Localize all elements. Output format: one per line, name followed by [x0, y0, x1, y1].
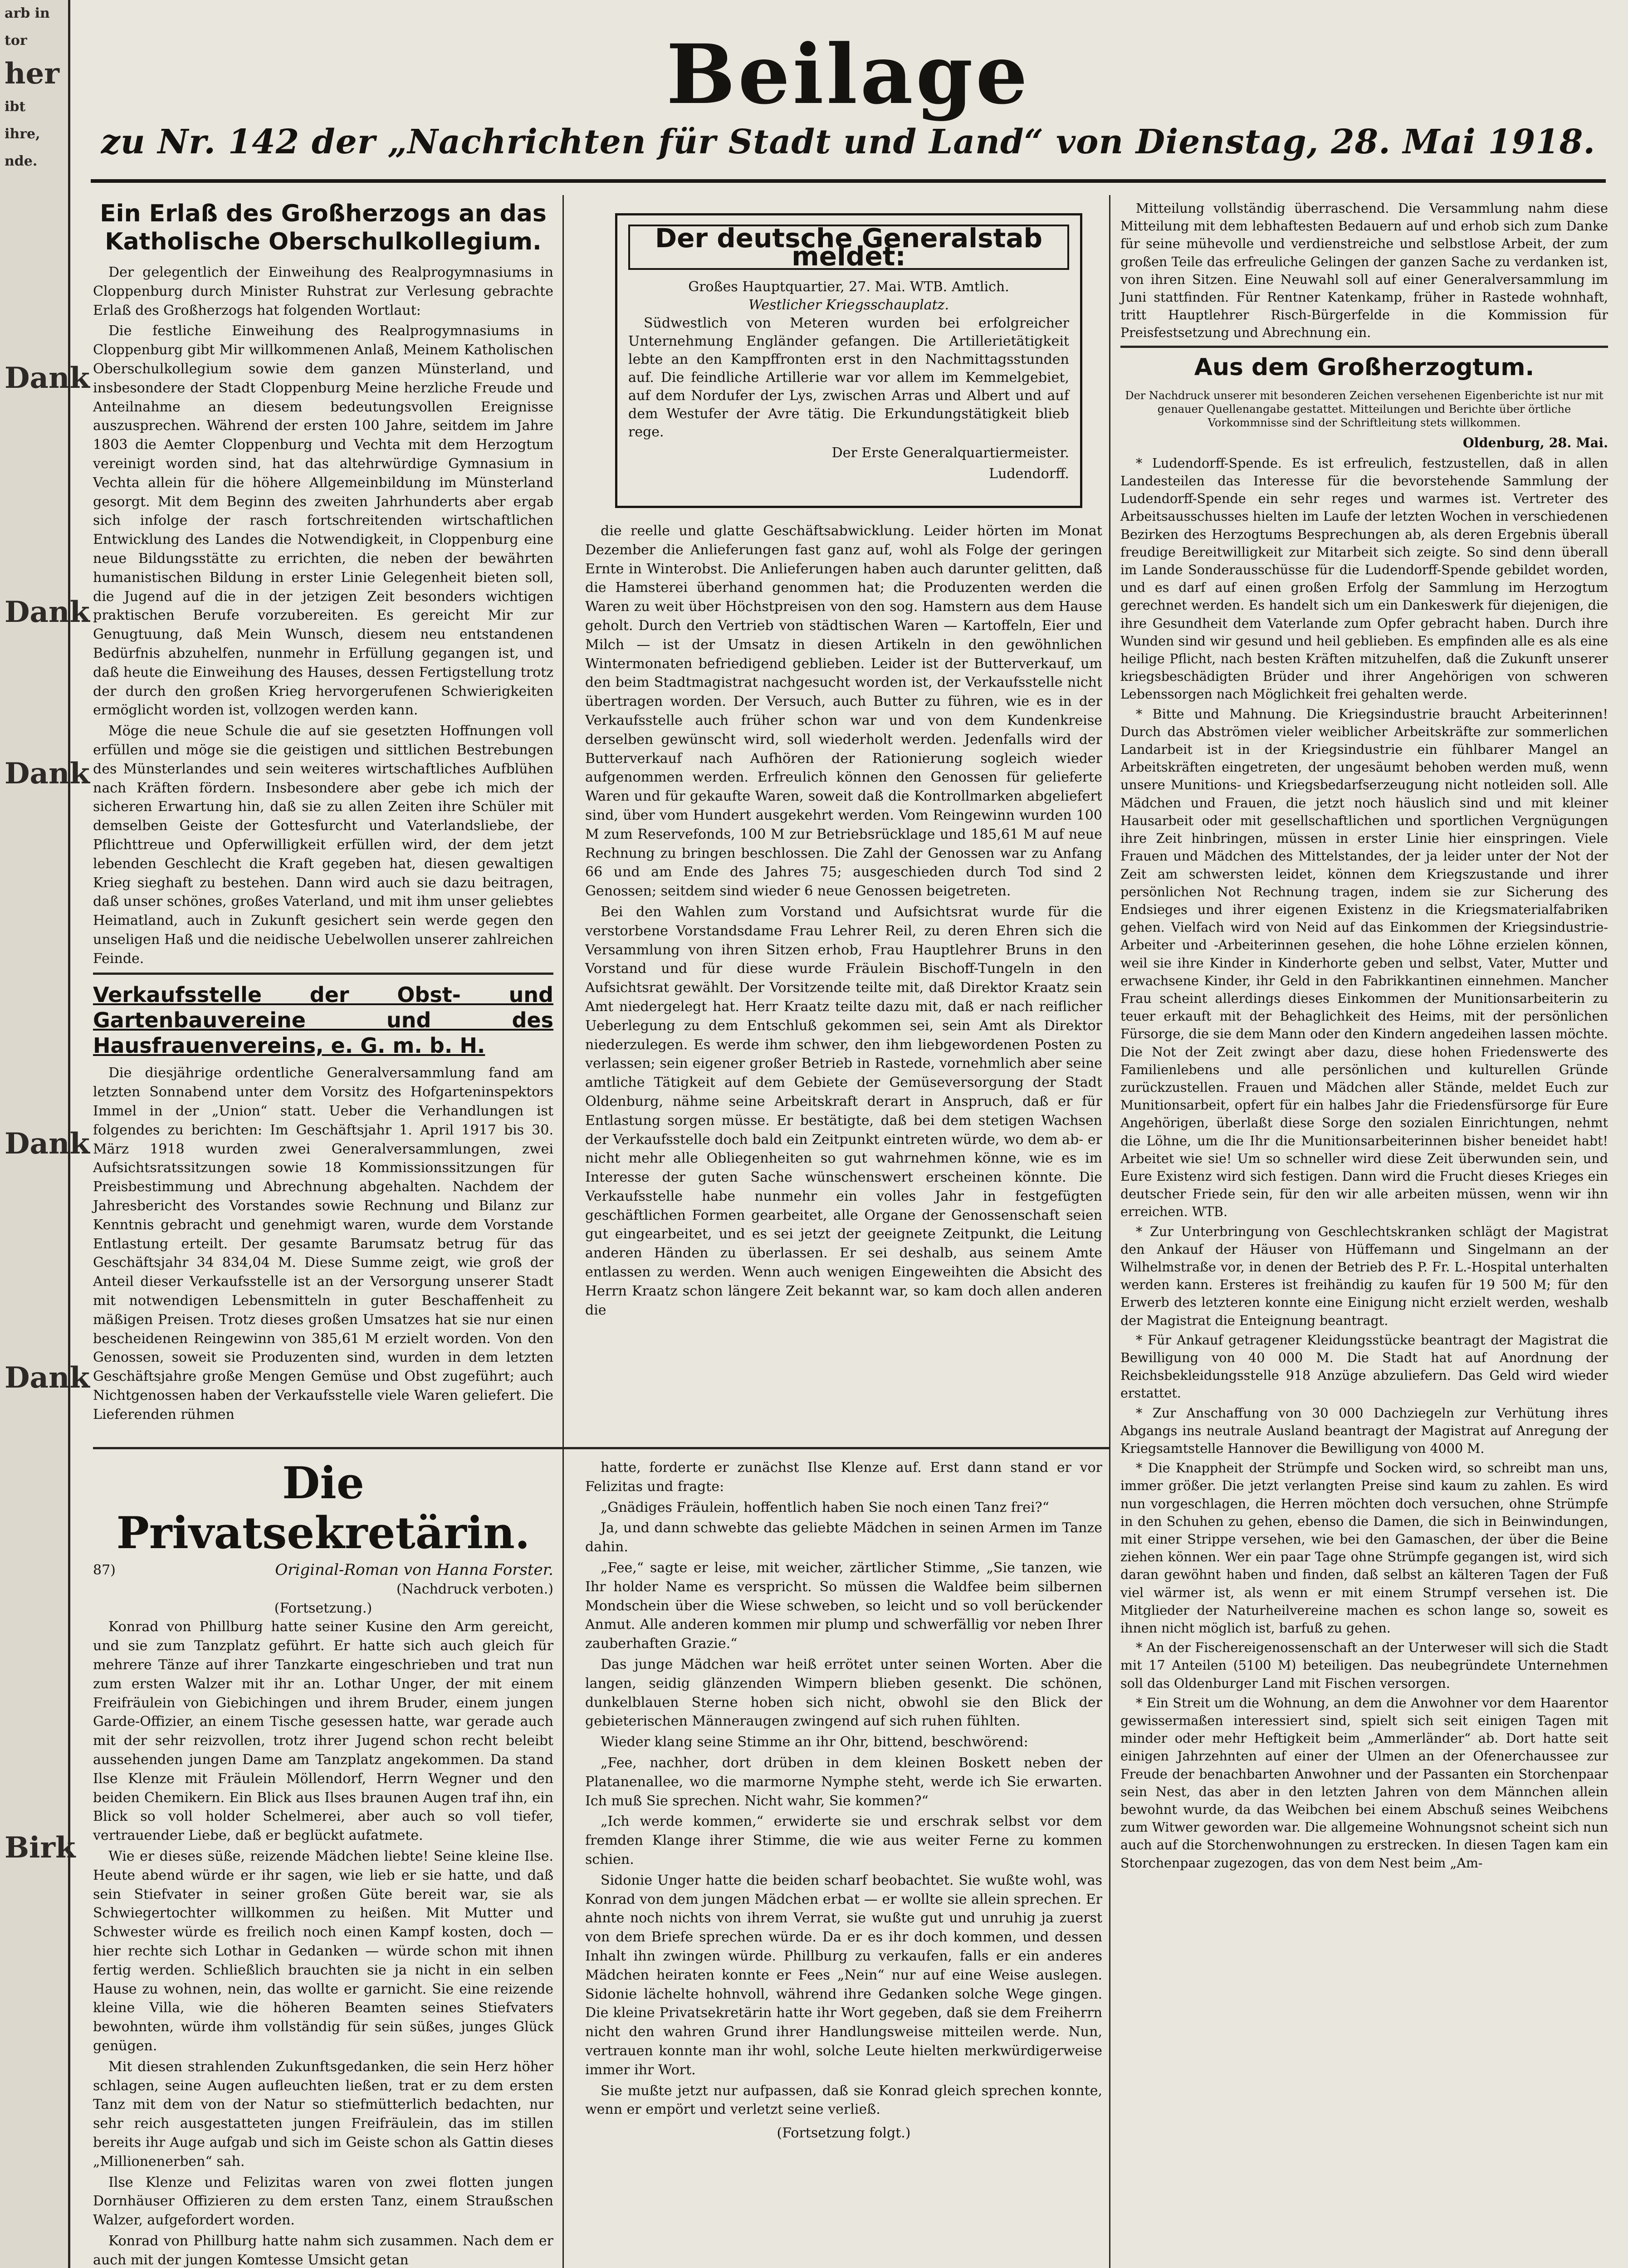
paragraph: Bei den Wahlen zum Vorstand und Aufsichtsrat wurde für die verstorbene Vorstandsdame Frau Lehrer Reil, zu deren Ehren sich die Versammlung von ihren Sitzen erhob, Frau Hauptlehrer Bruns in den Vorstand und für diese wurde Fräulein Bischoff-Tungeln in den Aufsichtsrat gewählt. Der Vorsitzende teilte mit, daß Direktor Kraatz sein Amt niedergelegt hat. Herr Kraatz teilte dazu mit, daß er nach reiflicher Ueberlegung zu dem Entschluß gekommen sei, sein Amt als Direktor niederzulegen. Es werde ihm schwer, den ihm liebgewordenen Posten zu verlassen; sein eigener großer Betrieb in Rastede, vornehmlich aber seine amtliche Tätigkeit auf dem Gebiete der Gemüseversorgung der Stadt Oldenburg, nähme seine Arbeitskraft derart in Anspruch, daß er für Entlastung sorgen müsse. Er bestätigte, daß bei dem stetigen Wachsen der Verkaufsstelle doch bald ein Zeitpunkt eintreten würde, wo dem ab- er nicht mehr alle Obliegenheiten so gut wahrnehmen könne, wie es im Interesse der guten Sache wünschenswert erscheinen könnte. Die Verkaufsstelle habe nunmehr ein volles Jahr in festgefügten geschäftlichen Formen gearbeitet, alle Organe der Genossenschaft seien gut eingearbeitet, und es sei jetzt der geeignete Zeitpunkt, die Leitung anderen Händen zu überlassen. Er sei deshalb, aus seinem Amte entlassen zu werden. Wenn auch wenigen Eingeweihten die Absicht des Herrn Kraatz schon längere Zeit bekannt war, so kam doch allen anderen die: [585, 904, 1102, 1318]
generalstab-section: Westlicher Kriegsschauplatz.: [748, 297, 949, 313]
edge-fragment: Dank: [5, 757, 90, 791]
paragraph: Sie mußte jetzt nur aufpassen, daß sie Konrad gleich sprechen konnte, wenn er empört und verletzt seine verließ.: [585, 2082, 1102, 2118]
column-right: [1120, 200, 1608, 2268]
paragraph: Konrad von Phillburg hatte seiner Kusine den Arm gereicht, und sie zum Tanzplatz geführt. Er hatte sich auch gleich für mehrere Tänze auf ihrer Tanzkarte eingeschrieben und trat nun zum ersten Walzer mit ihr an. Lothar Unger, der mit einem Freifräulein von Giebichingen und ihrem Bruder, einem jungen Garde-Offizier, an einem Tische gesessen hatte, war gerade auch mit der sehr reizvollen, trotz ihrer Jugend schon recht beleibt aussehenden jungen Dame am Tanzplatz angekommen. Da stand Ilse Klenze mit Fräulein Möllendorf, Herrn Wegner und den beiden Chemikern. Ein Blick aus Ilses braunen Augen traf ihn, ein Blick so voll holder Schelmerei, aber auch so voll tiefer, vertrauender Liebe, daß er beglückt aufatmete.: [93, 1619, 553, 1844]
paragraph: „Fee,“ sagte er leise, mit weicher, zärtlicher Stimme, „Sie tanzen, wie Ihr holder Name es verspricht. So müssen die Waldfee beim silbernen Mondschein über die Wiese schweben, so leicht und so voll berückender Anmut. Alle anderen kommen mir plump und schwerfällig vor neben Ihrer zauberhaften Grazie.“: [585, 1559, 1102, 1652]
generalstab-text: Südwestlich von Meteren wurden bei erfolgreicher Unternehmung Engländer gefangen. Die Artillerietätigkeit lebte an den Kampffronten erst in den Nachmittagsstunden auf. Die feindliche Artillerie war vor allem im Kemmelgebiet, auf dem Nordufer der Lys, zwischen Arras und Albert und auf dem Westufer der Avre tätig. Die Erkundungstätigkeit blieb rege.: [628, 315, 1069, 440]
to-be-continued: (Fortsetzung folgt.): [777, 2125, 911, 2141]
paragraph: die reelle und glatte Geschäftsabwicklung. Leider hörten im Monat Dezember die Anlieferungen fast ganz auf, wohl als Folge der geringen Ernte in Winterobst. Die Anlieferungen haben auch darunter gelitten, daß die Hamsterei überhand genommen hat; die Produzenten werden die Waren zu weit über Höchstpreisen von den sog. Hamstern aus dem Hause geholt. Durch den Vertrieb von städtischen Waren — Kartoffeln, Eier und Milch — ist der Umsatz in diesen Artikeln in den gewöhnlichen Wintermonaten befriedigend geblieben. Leider ist der Butterverkauf, um den beim Stadtmagistrat nachgesucht worden ist, der Verkaufsstelle nicht übertragen worden. Der Versuch, auch Butter zu führen, wie es in der Verkaufsstelle auch früher schon war und von dem Kundenkreise derselben gewünscht wird, soll wiederholt werden. Jedenfalls wird der Butterverkauf nach Aufhören der Rationierung sogleich wieder aufgenommen werden. Erfreulich können den Genossen für gelieferte Waren und für gekaufte Waren, soweit daß die Kontrollmarken abgeliefert sind, über vom Hundert ausgekehrt werden. Vom Reingewinn wurden 100 M zum Reservefonds, 100 M zur Betriebsrücklage und 185,61 M auf neue Rechnung zu bringen beschlossen. Die Zahl der Genossen war zu Anfang 66 und am Ende des Jahres 75; ausgeschieden durch Tod sind 2 Genossen; seitdem sind wieder 6 neue Genossen beigetreten.: [585, 523, 1102, 899]
news-item: * Die Knappheit der Strümpfe und Socken wird, so schreibt man uns, immer größer. Die jetzt verlangten Preise sind kaum zu zahlen. Es wird nun vorgeschlagen, die Herren möchten doch versuchen, ohne Strümpfe in den Schuhen zu gehen, ebenso die Damen, die sich in Beinwindungen, mit einer Strippe versehen, wie bei den Gamaschen, der über die Beine ziehen können. Wer ein paar Tage ohne Strümpfe gegangen ist, wird sich daran gewöhnt haben und finden, daß selbst an kälteren Tagen der Fuß viel wärmer ist, als wenn er mit einem Strumpf versehen ist. Die Mitglieder der Naturheilvereine machen es schon lange so, soweit es ihnen nicht möglich ist, barfuß zu gehen.: [1120, 1461, 1608, 1636]
section-divider: [1120, 346, 1608, 348]
supplement-title: Beilage: [666, 27, 1031, 122]
generalstab-title: Der deutsche Generalstab meldet:: [628, 225, 1069, 270]
masthead: [86, 27, 1610, 161]
generalstab-signature-title: Der Erste Generalquartiermeister.: [831, 445, 1069, 461]
reprint-note: (Nachdruck verboten.): [396, 1581, 553, 1597]
novel-right: [585, 1458, 1102, 2268]
article-title-erlass: Ein Erlaß des Großherzogs an das Katholische Oberschulkollegium.: [100, 200, 547, 255]
edge-fragment: nde.: [5, 153, 38, 169]
edge-fragment: arb in: [5, 5, 50, 21]
novel-header: [93, 1561, 553, 1580]
news-item: * Zur Unterbringung von Geschlechtskranken schlägt der Magistrat den Ankauf der Häuser von Hüffemann und Singelmann an der Wilhelmstraße vor, in denen der Betrieb des P. Fr. L.-Hospital unterhalten werden kann. Ersteres ist freihändig zu kaufen für 19 500 M; für den Erwerb des letzteren konnte eine Einigung nicht erzielt werden, weshalb der Magistrat die Enteignung beantragt.: [1120, 1224, 1608, 1328]
paragraph: Das junge Mädchen war heiß errötet unter seinen Worten. Aber die langen, seidig glänzenden Wimpern blieben gesenkt. Die schönen, dunkelblauen Sterne hoben sich nicht, obwohl sie den Blick der gebieterischen Männeraugen zwingend auf sich ruhen fühlten.: [585, 1656, 1102, 1730]
paragraph: Wie er dieses süße, reizende Mädchen liebte! Seine kleine Ilse. Heute abend würde er ihr sagen, wie lieb er sie hatte, und daß sein Stiefvater in seiner großen Güte bereit war, sie als Schwiegertochter willkommen zu heißen. Mit Mutter und Schwester würde es freilich noch einen Kampf kosten, doch — hier rechte sich Lothar in Gedanken — würde schon mit ihnen fertig werden. Schließlich brauchten sie ja nicht in ein selben Hause zu wohnen, nein, das wollte er garnicht. Sie eine reizende kleine Villa, wie die höheren Beamten seines Stiefvaters bewohnten, würde ihm vollständig für sein süßes, junges Glück genügen.: [93, 1848, 553, 2054]
paragraph: „Fee, nachher, dort drüben in dem kleinen Boskett neben der Platanenallee, wo die marmorne Nymphe steht, werde ich Sie erwarten. Ich muß Sie sprechen. Nicht wahr, Sie kommen?“: [585, 1755, 1102, 1809]
paragraph: Konrad von Phillburg hatte nahm sich zusammen. Nach dem er auch mit der jungen Komtesse Umsicht getan: [93, 2233, 553, 2268]
edge-fragment: Birk: [5, 1831, 76, 1865]
paragraph: Ilse Klenze und Felizitas waren von zwei flotten jungen Dornhäuser Offizieren zu dem ersten Tanz, einem Straußschen Walzer, aufgefordert worden.: [93, 2174, 553, 2229]
column-rule: [1109, 195, 1110, 2268]
edge-fragment: Dank: [5, 361, 90, 395]
paragraph: Ja, und dann schwebte das geliebte Mädchen in seinen Armen im Tanze dahin.: [585, 1520, 1102, 1555]
article-title-verkaufsstelle: Verkaufsstelle der Obst- und Gartenbauvereine und des Hausfrauenvereins, e. G. m. b. H.: [93, 982, 553, 1058]
edge-fragment: ihre,: [5, 126, 40, 142]
paragraph: „Gnädiges Fräulein, hoffentlich haben Sie noch einen Tanz frei?“: [601, 1499, 1050, 1515]
paragraph: „Ich werde kommen,“ erwiderte sie und erschrak selbst vor dem fremden Klange ihrer Stimme, die wie aus weiter Ferne zu kommen schien.: [585, 1813, 1102, 1867]
news-item: * Zur Anschaffung von 30 000 Dachziegeln zur Verhütung ihres Abgangs ins neutrale Ausland beantragt der Magistrat auf Anregung der Kriegsamtstelle Hannover die Bewilligung von 4000 M.: [1120, 1405, 1608, 1456]
news-item: * Für Ankauf getragener Kleidungsstücke beantragt der Magistrat die Bewilligung von 40 000 M. Die Stadt hat auf Anordnung der Reichsbekleidungsstelle 918 Anzüge abzuliefern. Das Geld wird wieder erstattet.: [1120, 1332, 1608, 1401]
paragraph: Die festliche Einweihung des Realprogymnasiums in Cloppenburg gibt Mir willkommenen Anlaß, Meinem Katholischen Oberschulkollegium sowie dem ganzen Münsterland, und insbesondere der Stadt Cloppenburg Meine herzliche Freude und Anteilnahme an diesem bedeutungsvollen Ereignisse auszusprechen. Während der ersten 100 Jahre, seitdem im Jahre 1803 die Aemter Cloppenburg und Vechta mit dem Herzogtum vereinigt worden sind, hat das altehrwürdige Gymnasium in Vechta allein für die höhere Allgemeinbildung im Münsterland gesorgt. Mit dem Beginn des zweiten Jahrhunderts aber ergab sich infolge der rasch fortschreitenden wirtschaftlichen Entwicklung des Landes die Notwendigkeit, in Cloppenburg eine neue Bildungsstätte zu errichten, die neben der bewährten humanistischen Bildung in erster Linie Gelegenheit bieten soll, die Jugend auf die in der jetzigen Zeit besonders wichtigen praktischen Berufe vorzubereiten. Es gereicht Mir zur Genugtuung, daß Mein Wunsch, diesem neu entstandenen Bedürfnis abzuhelfen, nunmehr in Erfüllung gegangen ist, und daß heute die Einweihung des Hauses, dessen Fertigstellung trotz der durch den großen Krieg hervorgerufenen Schwierigkeiten ermöglicht worden ist, vollzogen werden kann.: [93, 323, 553, 719]
column-left: [93, 200, 553, 1424]
reprint-notice: Der Nachdruck unserer mit besonderen Zeichen versehenen Eigenberichte ist nur mit genauer Quellenangabe gestattet. Mitteilungen und Berichte über örtliche Vorkommnisse sind der Schriftleitung stets willkommen.: [1125, 389, 1604, 429]
adjacent-page-edge: [0, 0, 90, 2268]
edge-fragment: ibt: [5, 99, 26, 115]
edge-fragment: tor: [5, 33, 27, 49]
generalstab-box: [615, 213, 1082, 508]
paragraph: Der gelegentlich der Einweihung des Realprogymnasiums in Cloppenburg durch Minister Ruhstrat zur Verlesung gebrachte Erlaß des Großherzogs hat folgenden Wortlaut:: [93, 264, 553, 318]
novel-left: [93, 1458, 553, 2268]
paragraph: Mit diesen strahlenden Zukunftsgedanken, die sein Herz höher schlagen, seine Augen aufleuchten ließen, trat er zu dem ersten Tanz mit dem von der Natur so stiefmütterlich bedachten, nur sehr reich ausgestatteten jungen Freifräulein, das im stillen bereits ihr Auge aufgab und sich im Geiste schon als Gattin dieses „Millionenerben“ sah.: [93, 2058, 553, 2170]
section-divider: [93, 1447, 1109, 1449]
paragraph: Die diesjährige ordentliche Generalversammlung fand am letzten Sonnabend unter dem Vorsitz des Hofgarteninspektors Immel in der „Union“ statt. Ueber die Verhandlungen ist folgendes zu berichten: Im Geschäftsjahr 1. April 1917 bis 30. März 1918 wurden zwei Generalversammlungen, zwei Aufsichtsratssitzungen sowie 18 Kommissionssitzungen für Preisbestimmung und Abrechnung abgehalten. Nachdem der Jahresbericht des Vorstandes sowie Rechnung und Bilanz zur Kenntnis gebracht und genehmigt waren, wurde dem Vorstande Entlastung erteilt. Der gesamte Barumsatz betrug für das Geschäftsjahr 34 834,04 M. Diese Summe zeigt, wie groß der Anteil dieser Verkaufsstelle ist an der Versorgung unserer Stadt mit notwendigen Lebensmitteln in guter Beschaffenheit zu mäßigen Preisen. Trotz dieses großen Umsatzes hat sie nur einen bescheidenen Reingewinn von 385,61 M erzielt worden. Von den Genossen, soweit sie Produzenten sind, wurden in dem letzten Geschäftsjahre große Mengen Gemüse und Obst zugeführt; auch Nichtgenossen haben der Verkaufsstelle viele Waren geliefert. Die Lieferenden rühmen: [93, 1065, 553, 1422]
installment-number: 87): [93, 1562, 116, 1578]
edge-fragment: Dank: [5, 1361, 90, 1395]
news-item: * Ludendorff-Spende. Es ist erfreulich, festzustellen, daß in allen Landesteilen das Interesse für die bevorstehende Sammlung der Ludendorff-Spende ein sehr reges und warmes ist. Vertreter des Arbeitsausschusses hielten im Laufe der letzten Wochen in verschiedenen Bezirken des Herzogtums Besprechungen ab, als deren Ergebnis überall freudige Bereitwilligkeit zur Mitarbeit sich zeigte. So sind denn überall im Lande Sonderausschüsse für die Ludendorff-Spende gebildet worden, und es darf auf einen großen Erfolg der Sammlung im Herzogtum gerechnet werden. Es handelt sich um ein Dankeswerk für diejenigen, die ihre Gesundheit dem Vaterlande zum Opfer gebracht haben. Durch ihre Wunden sind wir gesund und heil geblieben. Es empfinden alle es als eine heilige Pflicht, nach besten Kräften mitzuhelfen, daß die Zukunft unserer kriegsbeschädigten Brüder und ihrer Angehörigen von schweren Lebenssorgen nach Möglichkeit frei gehalten werde.: [1120, 455, 1608, 702]
news-item: * An der Fischereigenossenschaft an der Unterweser will sich die Stadt mit 17 Anteilen (5100 M) beteiligen. Das neubegründete Unternehmen soll das Oldenburger Land mit Fischen versorgen.: [1120, 1640, 1608, 1691]
section-title-grossherzogtum: Aus dem Großherzogtum.: [1194, 353, 1535, 381]
paragraph: Wieder klang seine Stimme an ihr Ohr, bittend, beschwörend:: [601, 1734, 1028, 1750]
news-item: * Ein Streit um die Wohnung, an dem die Anwohner vor dem Haarentor gewissermaßen interessiert sind, spielt sich seit einigen Tagen mit minder oder mehr Heftigkeit beim „Ammerländer“ ab. Dort hatte seit einigen Jahrzehnten auf einer der Ulmen an der Ofenerchaussee zur Freude der benachbarten Anwohner und der Passanten ein Storchenpaar sein Nest, das aber in den letzten Jahren von dem Männchen allein bewohnt wurde, da das Weibchen bei einem Abschuß seines Weibchens zum Witwer geworden war. Die allgemeine Wohnungsnot scheint sich nun auch auf die Storchenwohnungen zu erstrecken. In diesen Tagen kam ein Storchenpaar zugezogen, das von dem Nest beim „Am-: [1120, 1695, 1608, 1871]
paragraph: hatte, forderte er zunächst Ilse Klenze auf. Erst dann stand er vor Felizitas und fragte:: [585, 1460, 1102, 1495]
generalstab-dateline: Großes Hauptquartier, 27. Mai. WTB. Amtlich.: [688, 279, 1009, 295]
section-divider: [93, 973, 553, 975]
continuation-label: (Fortsetzung.): [274, 1600, 372, 1616]
news-item: * Bitte und Mahnung. Die Kriegsindustrie braucht Arbeiterinnen! Durch das Abströmen vieler weiblicher Arbeitskräfte zur sommerlichen Landarbeit ist in der Kriegsindustrie ein fühlbarer Mangel an Arbeitskräften eingetreten, der ungesäumt behoben werden muß, wenn unsere Munitions- und Kriegsbedarfserzeugung nicht notleiden soll. Alle Mädchen und Frauen, die jetzt noch häuslich sind und mit kleiner Hausarbeit oder mit gesellschaftlichen und sportlichen Vergnügungen ihre Zeit hinbringen, müssen in erster Linie hier einspringen. Viele Frauen und Mädchen des Mittelstandes, der ja leider unter der Not der Zeit am schwersten leidet, können dem Kriegszustande und ihrer persönlichen Not Rechnung tragen, indem sie zur Sicherung des Endsieges und ihrer eigenen Existenz in die Kriegsmaterialfabriken gehen. Vielfach wird von Neid auf das Einkommen der Kriegsindustrie-Arbeiter und -Arbeiterinnen gesehen, die hohe Löhne erzielen können, weil sie ihre Kinder in Kinderhorte geben und selbst, Vater, Mutter und erwachsene Kinder, ihr Geld in den Fabrikkantinen einnehmen. Mancher Frau scheint allerdings dieses Einkommen der Munitionsarbeiterin zu teuer erkauft mit der Behaglichkeit des Heims, mit der persönlichen Fürsorge, die sie dem Mann oder den Kindern angedeihen lassen möchte. Die Not der Zeit zwingt aber dazu, diese hohen Friedenswerte des Familienlebens und alle persönlichen und kulturellen Gründe zurückzustellen. Frauen und Mädchen aller Stände, meldet Euch zur Munitionsarbeit, opfert für ein halbes Jahr die Friedensfürsorge für Eure Angehörigen, überlaßt diese Sorge den sozialen Einrichtungen, nehmt die Löhne, um die Ihr die Munitionsarbeiterinnen bisher beneidet habt! Arbeitet wie sie! Um so schneller wird diese Zeit überwunden sein, und Eure Existenz wird sich festigen. Dann wird die Frucht dieses Krieges ein deutscher Friede sein, für den wir alle arbeiten müssen, wenn wir ihn erreichen. WTB.: [1120, 706, 1608, 1220]
column-rule: [562, 195, 564, 2268]
column-middle: [585, 522, 1102, 1447]
paragraph: Möge die neue Schule die auf sie gesetzten Hoffnungen voll erfüllen und möge sie die geistigen und sittlichen Bestrebungen des Münsterlandes und sein weiteres wirtschaftliches Aufblühen nach Kräften fördern. Insbesondere aber gebe ich mich der sicheren Erwartung hin, daß sie zu allen Zeiten ihre Schüler mit demselben Geiste der Gottesfurcht und Vaterlandsliebe, der Pflichttreue und Opferwilligkeit erfüllen wird, der dem jetzt lebenden Geschlecht die Kraft gegeben hat, diesen gewaltigen Krieg sieghaft zu bestehen. Dann wird auch sie dazu beitragen, daß unser schönes, großes Vaterland, und mit ihm unser geliebtes Heimatland, auch in Zukunft gesichert sein werde gegen den unseligen Haß und die neidische Uebelwollen unserer zahlreichen Feinde.: [93, 723, 553, 967]
dateline: Oldenburg, 28. Mai.: [1462, 435, 1608, 450]
edge-fragment: Dank: [5, 1127, 90, 1161]
edge-fragment: Dank: [5, 595, 90, 629]
issue-line: zu Nr. 142 der „Nachrichten für Stadt und Land“ von Dienstag, 28. Mai 1918.: [101, 122, 1596, 161]
generalstab-signature-name: Ludendorff.: [989, 466, 1069, 482]
paragraph: Mitteilung vollständig überraschend. Die Versammlung nahm diese Mitteilung mit dem lebhaftesten Bedauern auf und erhob sich zum Danke für seine mühevolle und verdienstreiche und selbstlose Arbeit, der zum großen Teile das erfreuliche Gelingen der ganzen Sache zu verdanken ist, von ihren Sitzen. Eine Neuwahl soll auf einer Generalversammlung im Juni stattfinden. Für Rentner Katenkamp, früher in Rastede wohnhaft, tritt Hauptlehrer Risch-Bürgerfelde in die Kommission für Preisfestsetzung und Abrechnung ein.: [1120, 201, 1608, 341]
paragraph: Sidonie Unger hatte die beiden scharf beobachtet. Sie wußte wohl, was Konrad von dem jungen Mädchen erbat — er wollte sie allein sprechen. Er ahnte noch nichts von ihrem Verrat, sie wußte gut und unruhig ja zuerst von dem Briefe sprechen würde. Da er es ihr doch kommen, und dessen Inhalt ihn zwingen würde. Phillburg zu verkaufen, falls er ein anderes Mädchen heiraten konnte er Fees „Nein“ nur auf eine Weise auslegen. Sidonie lächelte hohnvoll, während ihre Gedanken solche Wege gingen. Die kleine Privatsekretärin hatte ihr Wort gegeben, daß sie dem Freiherrn nicht den wahren Grund ihrer Handlungsweise mitteilen werde. Nun, vertrauen konnte man ihr wohl, solche Leute hielten merkwürdigerweise immer ihr Wort.: [585, 1872, 1102, 2078]
novel-title: Die Privatsekretärin.: [116, 1457, 530, 1559]
novel-byline: Original-Roman von Hanna Forster.: [275, 1561, 553, 1579]
masthead-rule: [91, 179, 1606, 183]
edge-fragment: her: [5, 57, 59, 91]
